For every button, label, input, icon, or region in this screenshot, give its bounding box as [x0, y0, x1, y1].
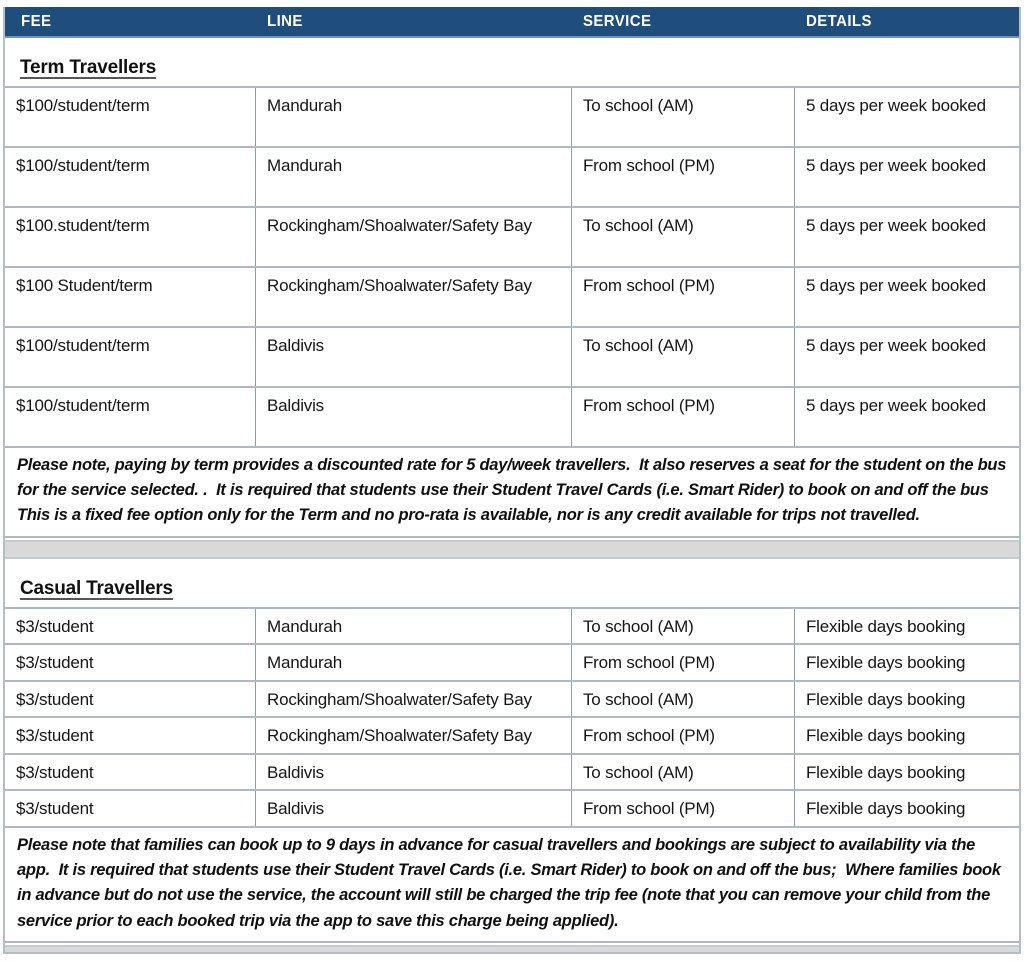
line-cell: Baldivis — [255, 755, 571, 790]
section-title-casual-travellers: Casual Travellers — [20, 577, 173, 599]
fee-cell: $100/student/term — [16, 156, 150, 175]
table-row — [5, 328, 1019, 388]
service-cell: From school (PM) — [571, 148, 794, 206]
casual-travellers-note: Please note that families can book up to 9 days in advance for casual travellers and bookings are subject to availability via the app. It is required that students use their Student Travel Cards (i.e. Smart Rider) to book on and off the bus; Where families book in advance but do not use the service, the account will still be charged the trip fee (note that you can remove your child from the service prior to each booked trip via the app to save this charge being applied). — [5, 828, 1019, 943]
service-cell: From school (PM) — [571, 791, 794, 826]
line-cell: Mandurah — [255, 609, 571, 644]
fee-table-sheet — [3, 7, 1021, 954]
column-header-details: DETAILS — [806, 12, 872, 31]
details-cell: Flexible days booking — [794, 718, 1019, 753]
line-cell: Rockingham/Shoalwater/Safety Bay — [255, 208, 571, 266]
service-cell: To school (AM) — [571, 682, 794, 717]
bottom-divider — [5, 945, 1019, 952]
table-row — [5, 268, 1019, 328]
service-cell: To school (AM) — [571, 609, 794, 644]
details-cell: 5 days per week booked — [794, 88, 1019, 146]
line-cell: Baldivis — [255, 388, 571, 446]
term-travellers-rows — [5, 86, 1019, 448]
line-cell: Baldivis — [255, 791, 571, 826]
fee-cell: $3/student — [16, 689, 94, 709]
table-row — [5, 388, 1019, 448]
details-cell: 5 days per week booked — [794, 388, 1019, 446]
service-cell: To school (AM) — [571, 328, 794, 386]
line-cell: Rockingham/Shoalwater/Safety Bay — [255, 718, 571, 753]
fee-cell: $100/student/term — [16, 336, 150, 355]
fee-cell: $3/student — [16, 653, 94, 673]
service-cell: To school (AM) — [571, 755, 794, 790]
details-cell: Flexible days booking — [794, 755, 1019, 790]
section-divider — [5, 540, 1019, 559]
fee-cell: $100/student/term — [16, 96, 150, 115]
fee-cell: $3/student — [16, 762, 94, 782]
fee-cell: $100.student/term — [16, 216, 150, 235]
term-travellers-note: Please note, paying by term provides a discounted rate for 5 day/week travellers. It also reserves a seat for the student on the bus for the service selected. . It is required that students use their Student Travel Cards (i.e. Smart Rider) to book on and off the bus This is a fixed fee option only for the Term and no pro-rata is available, nor is any credit available for trips not travelled. — [5, 448, 1019, 538]
column-header-line: LINE — [267, 12, 303, 31]
line-cell: Mandurah — [255, 88, 571, 146]
table-row — [5, 755, 1019, 792]
table-row — [5, 718, 1019, 755]
details-cell: 5 days per week booked — [794, 208, 1019, 266]
fee-cell: $3/student — [16, 726, 94, 746]
service-cell: From school (PM) — [571, 645, 794, 680]
casual-travellers-rows — [5, 607, 1019, 828]
column-header-service: SERVICE — [583, 12, 652, 31]
details-cell: Flexible days booking — [794, 682, 1019, 717]
line-cell: Mandurah — [255, 645, 571, 680]
line-cell: Baldivis — [255, 328, 571, 386]
table-row — [5, 609, 1019, 646]
table-row — [5, 791, 1019, 828]
fee-cell: $3/student — [16, 616, 94, 636]
table-row — [5, 682, 1019, 719]
details-cell: Flexible days booking — [794, 645, 1019, 680]
line-cell: Mandurah — [255, 148, 571, 206]
table-header-row — [5, 7, 1019, 38]
line-cell: Rockingham/Shoalwater/Safety Bay — [255, 682, 571, 717]
details-cell: Flexible days booking — [794, 609, 1019, 644]
table-row — [5, 148, 1019, 208]
details-cell: 5 days per week booked — [794, 148, 1019, 206]
table-row — [5, 88, 1019, 148]
details-cell: 5 days per week booked — [794, 268, 1019, 326]
service-cell: From school (PM) — [571, 388, 794, 446]
fee-cell: $100/student/term — [16, 396, 150, 415]
table-row — [5, 645, 1019, 682]
section-title-term-travellers: Term Travellers — [20, 57, 157, 78]
service-cell: To school (AM) — [571, 88, 794, 146]
fee-cell: $3/student — [16, 799, 94, 819]
line-cell: Rockingham/Shoalwater/Safety Bay — [255, 268, 571, 326]
service-cell: From school (PM) — [571, 718, 794, 753]
table-row — [5, 208, 1019, 268]
details-cell: 5 days per week booked — [794, 328, 1019, 386]
fee-cell: $100 Student/term — [16, 276, 153, 295]
column-header-fee: FEE — [21, 12, 52, 31]
service-cell: From school (PM) — [571, 268, 794, 326]
details-cell: Flexible days booking — [794, 791, 1019, 826]
service-cell: To school (AM) — [571, 208, 794, 266]
